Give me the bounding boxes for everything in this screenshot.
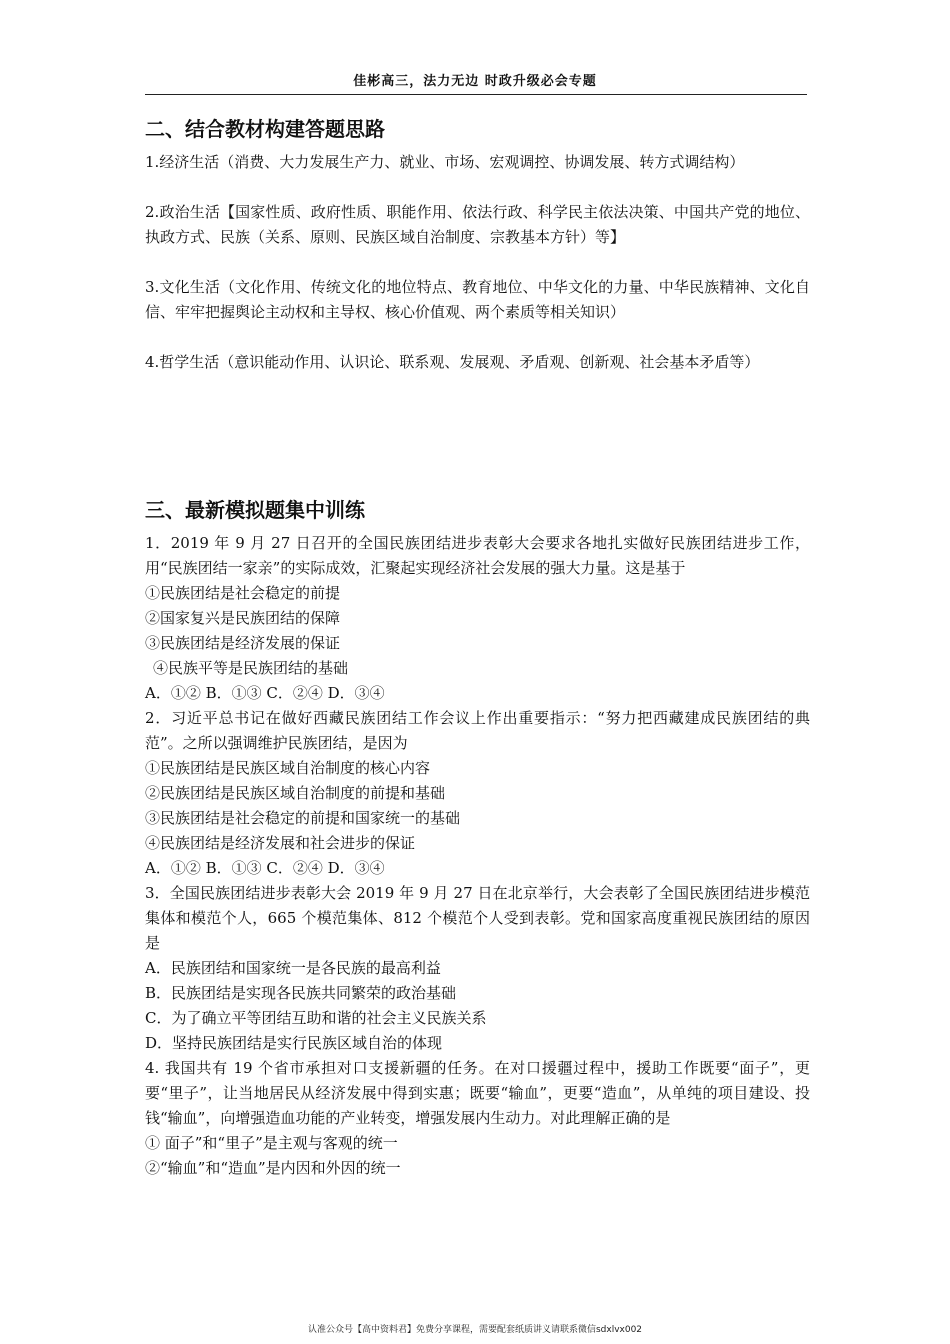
question-2-stem: 2．习近平总书记在做好西藏民族团结工作会议上作出重要指示：“努力把西藏建成民族团结的典范”。之所以强调维护民族团结，是因为	[145, 709, 810, 752]
question-2-option: ①民族团结是民族区域自治制度的核心内容	[145, 759, 431, 777]
approach-item-politics: 2.政治生活【国家性质、政府性质、职能作用、依法行政、科学民主依法决策、中国共产党的地位、执政方式、民族（关系、原则、民族区域自治制度、宗教基本方针）等】	[145, 203, 810, 246]
question-1-stem: 1．2019 年 9 月 27 日召开的全国民族团结进步表彰大会要求各地扎实做好民族团结进步工作，用“民族团结一家亲”的实际成效，汇聚起实现经济社会发展的强大力量。这是基于	[145, 534, 810, 577]
approach-item-culture: 3.文化生活（文化作用、传统文化的地位特点、教育地位、中华文化的力量、中华民族精神、文化自信、牢牢把握舆论主动权和主导权、核心价值观、两个素质等相关知识）	[145, 278, 810, 321]
question-3-option: C．为了确立平等团结互助和谐的社会主义民族关系	[145, 1009, 487, 1027]
question-1-option: ④民族平等是民族团结的基础	[153, 659, 349, 677]
question-3-stem: 3．全国民族团结进步表彰大会 2019 年 9 月 27 日在北京举行，大会表彰了全国民族团结进步模范集体和模范个人，665 个模范集体、812 个模范个人受到表彰。党和国家高度重视民族团结的原因是	[145, 884, 810, 952]
question-3-option: B．民族团结是实现各民族共同繁荣的政治基础	[145, 984, 457, 1002]
document-body	[145, 112, 810, 1181]
section-heading-practice: 三、最新模拟题集中训练	[145, 498, 365, 522]
question-2-answers: A．①② B．①③ C．②④ D．③④	[145, 859, 385, 877]
header-rule	[145, 94, 807, 95]
question-2-option: ②民族团结是民族区域自治制度的前提和基础	[145, 784, 446, 802]
question-1-answers: A．①② B．①③ C．②④ D．③④	[145, 684, 385, 702]
section-heading-approach: 二、结合教材构建答题思路	[145, 117, 385, 141]
question-2-option: ④民族团结是经济发展和社会进步的保证	[145, 834, 416, 852]
question-4-stem: 4. 我国共有 19 个省市承担对口支援新疆的任务。在对口援疆过程中，援助工作既要“面子”，更要“里子”，让当地居民从经济发展中得到实惠；既要“输血”，更要“造血”，从单纯的项目建设、投钱“输血”，向增强造血功能的产业转变，增强发展内生动力。对此理解正确的是	[145, 1059, 810, 1127]
question-1-option: ②国家复兴是民族团结的保障	[145, 609, 341, 627]
question-2-option: ③民族团结是社会稳定的前提和国家统一的基础	[145, 809, 461, 827]
question-3-option: A．民族团结和国家统一是各民族的最高利益	[145, 959, 441, 977]
page-header: 佳彬高三，法力无边 时政升级必会专题	[353, 74, 597, 89]
question-4-option: ① 面子”和“里子”是主观与客观的统一	[145, 1134, 398, 1152]
approach-item-economics: 1.经济生活（消费、大力发展生产力、就业、市场、宏观调控、协调发展、转方式调结构）	[145, 153, 745, 171]
question-3-option: D．坚持民族团结是实行民族区域自治的体现	[145, 1034, 443, 1052]
page-footer: 认准公众号【高中资料君】免费分享课程，需要配套纸质讲义请联系微信sdxlvx002	[307, 1325, 643, 1335]
question-4-option: ②“输血”和“造血”是内因和外因的统一	[145, 1159, 401, 1177]
question-1-option: ①民族团结是社会稳定的前提	[145, 584, 341, 602]
question-1-option: ③民族团结是经济发展的保证	[145, 634, 341, 652]
approach-item-philosophy: 4.哲学生活（意识能动作用、认识论、联系观、发展观、矛盾观、创新观、社会基本矛盾等）	[145, 353, 760, 371]
